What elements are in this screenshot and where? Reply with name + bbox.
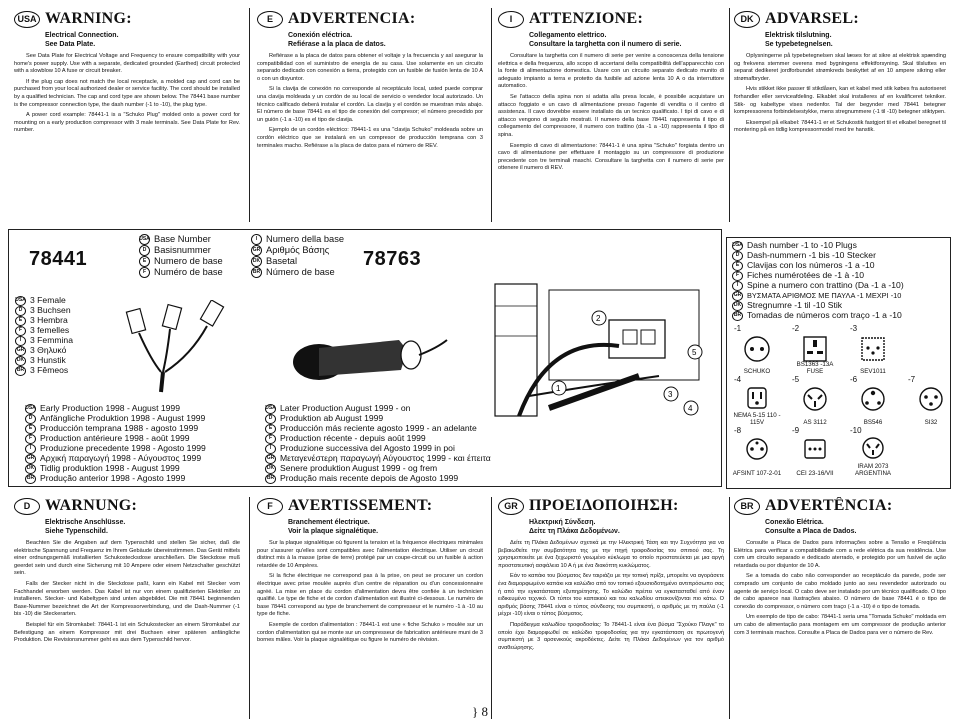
plug-label: SI32	[924, 419, 938, 426]
list-text: 3 Hunstik	[30, 355, 66, 366]
legend-row	[139, 267, 223, 278]
base-number-legend-left	[139, 234, 223, 278]
plug-number: -8	[734, 426, 742, 435]
plug-icon	[856, 334, 890, 364]
paragraph: Ejemplo de un cordón eléctrico: 78441-1 es una "clavija Schuko" moldeada sobre un cordón eléctrico que se instalará en un compresor de producción temprana con 3 terminales macho. Refiérase a la placa de datos para el número de REV.	[257, 127, 483, 149]
list-text: Tomadas de números com traço -1 a -10	[747, 310, 902, 321]
language-badge: USA	[139, 234, 150, 245]
plug-number: -9	[792, 426, 800, 435]
language-badge: BR	[251, 267, 262, 278]
model-number-78763: 78763	[363, 248, 422, 270]
later-production-list	[265, 404, 491, 484]
legend-text: Numéro de base	[154, 267, 223, 277]
language-badge: D	[139, 245, 150, 256]
language-badge: DK	[251, 256, 262, 267]
paragraph: Exemple de cordon d'alimentation : 78441-1 est une « fiche Schuko » moulée sur un cordon d'alimentation qui se monte sur un compresseur de fabrication antérieure muni de 3 bornes mâles. Voir la plaque signalétique ou figure le numéro de révision.	[257, 621, 483, 644]
section-subtitle: Collegamento elettrico.	[529, 32, 607, 39]
section-body	[14, 540, 240, 645]
page-number: } 8	[472, 704, 488, 719]
section-subtitle: Elektrische Anschlüsse.	[45, 519, 126, 526]
paragraph: Se l'attacco della spina non si adatta alla presa locale, è possibile acquistare un attacco foggiato e un cavo di alimentazione presso l'agente di vendita o il centro di assistenza. Il cavo dovrebbe essere installato da un tecnico qualificato. I tipi di cavo e di attacco vengono di seguito mostrati. Il numero della base 78441 rappresenta il tipo di collegamento del compressore, il numero con trattino (da -1 a -10) rappresenta il tipo di spina.	[498, 93, 724, 138]
plug-icon	[740, 436, 774, 462]
list-text: ΒΥΣΜΑΤΑ ΑΡΙΘΜΟΣ ΜΕ ΠΑΥΛΑ -1 ΜΕΧΡΙ -10	[747, 291, 902, 301]
list-text: Later Production August 1999 - on	[280, 403, 411, 414]
column-divider	[491, 497, 492, 719]
plug-icon	[798, 436, 832, 462]
list-item	[25, 474, 206, 484]
paragraph: Esempio di cavo di alimentazione: 78441-1 è una spina "Schuko" forgiata dentro un cavo di alimentazione per effettuare il montaggio su un compressore di produzione precedente con tre terminali maschi. Consultare la targhetta con il numero di serie per ottenere il numero di REV.	[498, 142, 724, 172]
legend-text: Base Number	[154, 234, 211, 244]
language-badge: E	[732, 261, 743, 271]
plug-label: SCHUKO	[743, 368, 771, 375]
legend-text: Numero della base	[266, 234, 345, 244]
section-body	[498, 540, 724, 652]
section-body	[257, 53, 483, 150]
legend-row	[139, 256, 223, 267]
plug-number: -7	[908, 375, 916, 384]
language-badge: I	[265, 444, 276, 454]
section-subtitle: Siehe Typenschild.	[45, 528, 108, 535]
plug-label: BS1363 -13A FUSE	[796, 361, 834, 375]
list-text: Produktion ab August 1999	[280, 413, 384, 424]
column-divider	[249, 497, 250, 719]
diagram-callout: 3	[668, 390, 673, 399]
plug-icon	[798, 385, 832, 413]
list-text: 3 Fêmeos	[30, 365, 69, 376]
paragraph: Se a tomada do cabo não corresponder ao receptáculo da parede, pode ser comprado um conjunto de cabo moldado junto ao seu revendedor autorizado ou agente de serviço local. O cabo deve ser instalado por um técnico qualificado. O tipo de cabo aparece nas ilustrações abaixo. O número de base 78441 é o tipo de conexão do compressor, o número com traço (-1 a -10) é o tipo de tomada.	[734, 573, 946, 610]
language-badge: USA	[265, 404, 276, 414]
legend-text: Basetal	[266, 256, 298, 266]
list-text: Senere produktion August 1999 - og frem	[280, 463, 438, 474]
language-badge: D	[732, 251, 743, 261]
section-subtitle: Conexão Elétrica.	[765, 519, 824, 526]
section-subtitle: Se typebetegnelsen.	[765, 41, 833, 48]
list-text: Stregnumre -1 til -10 Stik	[747, 300, 843, 311]
legend-row	[251, 234, 344, 245]
plug-number: -6	[850, 375, 858, 384]
warning-section-br	[734, 497, 946, 719]
section-subtitle: Elektrisk tilslutning.	[765, 32, 832, 39]
diagram-callout: 4	[688, 404, 693, 413]
column-divider	[249, 8, 250, 222]
language-badge: BR	[732, 311, 743, 321]
list-text: 3 Hembra	[30, 315, 68, 326]
section-subtitle: Δείτε τη Πλάκα Δεδομένων.	[529, 528, 620, 535]
list-text: Spine a numero con trattino (Da -1 a -10)	[747, 280, 904, 291]
plug-empty	[904, 324, 958, 375]
plug-schuko	[730, 324, 784, 375]
list-text: Produzione successiva del Agosto 1999 in poi	[280, 443, 455, 454]
female-connector-illustration	[121, 300, 241, 395]
language-badge: GR	[251, 245, 262, 256]
list-text: Αρχική παραγωγή 1998 - Αύγουστος 1999	[40, 453, 202, 464]
language-badge: D	[15, 306, 26, 316]
section-title: AVERTISSEMENT:	[288, 497, 433, 514]
language-badge: DK	[15, 356, 26, 366]
language-badge: F	[265, 434, 276, 444]
language-badge: GR	[498, 498, 524, 515]
list-text: Producción temprana 1988 - agosto 1999	[40, 423, 199, 434]
plug-bs1363	[788, 324, 842, 375]
language-badge: F	[15, 326, 26, 336]
plug-as3112	[788, 375, 842, 426]
language-badge: D	[25, 414, 36, 424]
list-text: Produção mais recente depois de Agosto 1999	[280, 473, 459, 484]
language-badge: GR	[15, 346, 26, 356]
language-badge: DK	[732, 301, 743, 311]
paragraph: See Data Plate for Electrical Voltage and Frequency to ensure compatibility with your home's power supply. Use with a separate, dedicated grounded (Earthed) circuit protected with a slowblow 10 A fuse or circuit breaker.	[14, 53, 240, 75]
plug-nema-5-15	[730, 375, 784, 426]
list-text: 3 Female	[30, 295, 66, 306]
language-badge: E	[15, 316, 26, 326]
section-subtitle: Consultare la targhetta con il numero di serie.	[529, 41, 682, 48]
plug-iram-2073	[846, 426, 900, 477]
paragraph: Εάν το καπάκι του βύσματος δεν ταιριάζει με την τοπική πρίζα, μπορείτε να αγοράσετε ένα διαμορφωμένο καπάκι και καλώδιο από τον τοπικό εξουσιοδοτημένο αντιπρόσωπο σας ή από την εγκατάσταση εξυπηρέτησης. Το καλώδιο πρέπει να εγκατασταθεί από έναν ειδικευμένο τεχνικό. Οι τύποι του καπακιού και του καλωδίου απεικονίζονται πιο κάτω. Ο αριθμός βάσης 78441 είναι ο τύπος σύνδεσης του συμπιεστή, ο αριθμός με τη παύλα (-1 μέχρι -10) είναι ο τύπος βύσματος.	[498, 573, 724, 618]
list-text: 3 femelles	[30, 325, 70, 336]
list-text: Μεταγενέστερη παραγωγή Αύγουστος 1999 - και έπειτα	[280, 453, 491, 464]
plug-empty	[904, 426, 958, 477]
list-text: Tidlig produktion 1998 - August 1999	[40, 463, 180, 474]
column-divider	[729, 8, 730, 222]
plug-icon	[798, 334, 832, 364]
section-subtitle: Branchement électrique.	[288, 519, 370, 526]
legend-row	[251, 245, 344, 256]
language-badge: I	[251, 234, 262, 245]
plug-bs546	[846, 375, 900, 426]
plug-icon	[740, 334, 774, 364]
language-badge: USA	[14, 11, 40, 28]
plug-grid	[730, 324, 958, 477]
plug-label: SEV1011	[860, 368, 886, 375]
list-text: Clavijas con los números -1 a -10	[747, 260, 875, 271]
paragraph: Um exemplo de tipo de cabo: 78441-1 seria uma "Tomada Schuko" moldada em um cabo de alimentação para montagem em um compressor de produção anterior com 3 terminais machos. Consulte a Placa de Dados para ver o número de Rev.	[734, 614, 946, 636]
legend-row	[251, 267, 344, 278]
section-body	[498, 53, 724, 173]
language-badge: D	[14, 498, 40, 515]
language-badge: I	[498, 11, 524, 28]
paragraph: Consulte a Placa de Dados para informações sobre a Tensão e Freqüência Elétrica para verificar a compatibilidade com a rede elétrica da sua residência. Use com um circuito separado e dedicado aterrado, e protegido por um fusível de ação retardada ou por disjuntor de 10 A.	[734, 540, 946, 569]
language-badge: USA	[732, 241, 743, 251]
warning-section-dk	[734, 10, 946, 222]
language-badge: D	[265, 414, 276, 424]
plug-label: AS 3112	[803, 419, 827, 426]
language-badge: BR	[25, 474, 36, 484]
plug-cei-23-16	[788, 426, 842, 477]
plug-label: BS546	[863, 419, 883, 426]
section-body	[734, 53, 946, 135]
paragraph: Si la fiche électrique ne correspond pas à la prise, on peut se procurer un cordon électrique avec prise moulée auprès d'un centre de réparation ou d'un concessionnaire agréé. La mise en place du cordon d'alimentation devra être confiée à un technicien qualifié. Le type de fiche et de cordon d'alimentation est illustré ci-dessous. Le numéro de base 78441 correspond au type de branchement de compresseur et le numéro -1 à -10 au type de fiche.	[257, 573, 483, 618]
paragraph: Falls der Stecker nicht in die Steckdose paßt, kann ein Kabel mit Stecker vom Fachhandel erworben werden. Das Kabel ist nur von einem qualifizierten Elektriker zu installieren. Stecker- und Kabeltypen sind unten abgebildet. Die mit 78441 beginnenden Base-Nummer bezeichnet die Art der Kompressorverbindung, und die Dash-Nummer (-1 bis -10) die Steckerarten.	[14, 580, 240, 618]
section-subtitle: Refiérase a la placa de datos.	[288, 41, 386, 48]
diagram-callout: 1	[556, 384, 561, 393]
legend-text: Número de base	[266, 267, 335, 277]
list-text: Dash number -1 to -10 Plugs	[747, 240, 857, 251]
list-text: 3 Θηλυκό	[30, 345, 67, 356]
dash-number-list	[732, 241, 904, 321]
section-title: ATTENZIONE:	[529, 10, 644, 27]
list-text: 3 Buchsen	[30, 305, 71, 316]
legend-row	[139, 245, 223, 256]
plug-icon	[856, 385, 890, 413]
legend-row	[251, 256, 344, 267]
language-badge: USA	[25, 404, 36, 414]
list-item	[15, 366, 73, 376]
section-subtitle: Voir la plaque signalétique.	[288, 528, 379, 535]
language-badge: F	[732, 271, 743, 281]
paragraph: Eksempel på elkabel: 78441-1 er et Schukostik fastgjort til et elkabel beregnet til montering på en tidlig kompressormodel med tre hanstik.	[734, 119, 946, 134]
plug-label: CEI 23-16/VII	[796, 470, 834, 477]
list-text: Dash-nummern -1 bis -10 Stecker	[747, 250, 876, 261]
list-text: Anfängliche Produktion 1998 - August 1999	[40, 413, 206, 424]
language-badge: DK	[25, 464, 36, 474]
list-text: Production récente - depuis août 1999	[280, 433, 426, 444]
plug-label: IRAM 2073 ARGENTINA	[854, 463, 892, 477]
language-badge: F	[139, 267, 150, 278]
plug-types-panel	[726, 237, 951, 489]
list-text: Production antérieure 1998 - août 1999	[40, 433, 190, 444]
language-badge: F	[257, 498, 283, 515]
language-badge: USA	[15, 296, 26, 306]
plug-sev1011	[846, 324, 900, 375]
language-badge: I	[732, 281, 743, 291]
diagram-callout: 2	[596, 314, 601, 323]
early-production-list	[25, 404, 206, 484]
legend-text: Numero de base	[154, 256, 223, 266]
plug-icon	[914, 385, 948, 413]
section-title: WARNUNG:	[45, 497, 138, 514]
section-subtitle: Electrical Connection.	[45, 32, 119, 39]
warning-section-es	[257, 10, 483, 222]
legend-text: Αριθμός Βάσης	[266, 245, 330, 255]
paragraph: Si la clavija de conexión no corresponde al receptáculo local, usted puede comprar una clavija moldeada y un cordón de su local de servicio o vendedor local autorizado. Un técnico calificado deberá instalar el cordón. La clavija y el cordón se muestran más abajo. El número de base 78441 es el tipo de conexión del compresor; el número precedido por un guión (-1 a -10) es el tipo de clavija.	[257, 86, 483, 123]
warning-section-it	[498, 10, 724, 222]
column-divider	[491, 8, 492, 222]
section-title: ADVERTÊNCIA:	[765, 497, 893, 514]
base-number-legend-mid	[251, 234, 344, 278]
language-badge: BR	[734, 498, 760, 515]
plug-label: NEMA 5-15 110 - 115V	[733, 412, 781, 426]
section-body	[14, 53, 240, 135]
paragraph: Beispiel für ein Stromkabel: 78441-1 ist ein Schukostecker an einem Stromkabel zur Befestigung an einem Kompressor mit drei Buchsen einer späteren anfängliche Produktion. Die Revisionsnummer geht es aus dem Typenschild hervor.	[14, 621, 240, 644]
language-badge: GR	[732, 291, 743, 301]
model-number-78441: 78441	[29, 248, 88, 270]
legend-text: Basisnummer	[154, 245, 211, 255]
list-text: Producción más reciente agosto 1999 - an adelante	[280, 423, 477, 434]
language-badge: E	[257, 11, 283, 28]
plug-afsint	[730, 426, 784, 477]
list-text: Produzione precedente 1998 - Agosto 1999	[40, 443, 206, 454]
list-text: 3 Femmina	[30, 335, 73, 346]
section-title: WARNING:	[45, 10, 132, 27]
list-item	[732, 281, 904, 291]
female-terminal-list	[15, 296, 73, 376]
language-badge: E	[139, 256, 150, 267]
plug-number: -4	[734, 375, 742, 384]
plug-si32	[904, 375, 958, 426]
language-badge: E	[265, 424, 276, 434]
section-title: ADVARSEL:	[765, 10, 859, 27]
plug-label: AFSINT 107-2-01	[732, 470, 782, 477]
language-badge: F	[25, 434, 36, 444]
language-badge: DK	[734, 11, 760, 28]
plug-icon	[856, 436, 890, 460]
paragraph: Consultare la targhetta con il numero di serie per venire a conoscenza della tensione elettrica e della frequenza, allo scopo di accertarsi della compatibilità dell'apparecchio con la fonte di alimentazione domestica. Usare con un circuito separato dedicato munito di adeguato impianto a terra e protetto da fusibile ad azione lenta 10 A o da interruttore automatico.	[498, 53, 724, 90]
section-subtitle: Consulte a Placa de Dados.	[765, 528, 857, 535]
warning-section-usa	[14, 10, 240, 222]
legend-row	[139, 234, 223, 245]
section-subtitle: See Data Plate.	[45, 41, 96, 48]
language-badge: GR	[265, 454, 276, 464]
warning-section-de	[14, 497, 240, 719]
plug-number: -10	[850, 426, 862, 435]
language-badge: BR	[15, 366, 26, 376]
language-badge: I	[15, 336, 26, 346]
paragraph: Beachten Sie die Angaben auf dem Typenschild und stellen Sie sicher, daß die elektrische Spannung und Frequenz im Ihrem Gebäude übereinstimmen. Das Gerät mittels einer ordnungsgemäß installierten Schukostecksdose anschließen. Die Steckdose muß geerdet sein und durch eine Sicherung mit 10 Ampere oder einem Netzschalter geschützt sein.	[14, 540, 240, 577]
language-badge: I	[25, 444, 36, 454]
section-body	[734, 540, 946, 637]
plug-number: -2	[792, 324, 800, 333]
language-badge: DK	[265, 464, 276, 474]
list-item	[732, 311, 904, 321]
warning-section-gr	[498, 497, 724, 705]
diagram-callout: 5	[692, 348, 697, 357]
part-number-panel	[8, 229, 722, 487]
language-badge: E	[25, 424, 36, 434]
plug-number: -5	[792, 375, 800, 384]
list-text: Early Production 1998 - August 1999	[40, 403, 180, 414]
plug-icon	[740, 385, 774, 413]
section-title: ΠΡΟΕΙΔΟΠΟΙΗΣΗ:	[529, 497, 679, 514]
column-divider	[729, 497, 730, 719]
list-text: Fiches numérotées de -1 à -10	[747, 270, 865, 281]
language-badge: GR	[25, 454, 36, 464]
paragraph: Sur la plaque signalétique où figurent la tension et la fréquence électriques minimales pour s'assurer qu'elles sont compatibles avec l'alimentation électrique. Utiliser un circuit distinct mis à la masse (prise de terre) protégé par un coupe-circuit ou un fusible à action retardée de 10 Ampères.	[257, 540, 483, 569]
section-subtitle: Ηλεκτρική Σύνδεση.	[529, 519, 596, 526]
section-subtitle: Conexión eléctrica.	[288, 32, 353, 39]
section-title: ADVERTENCIA:	[288, 10, 416, 27]
section-body	[257, 540, 483, 645]
paragraph: Oplysningerne på typebetegnelsen skal læses for at sikre at elektrisk spænding og frekvens stemmer overens med bygningens effektforsyning. Skal tilsluttes en separat dedikeret jordforbundet strømkreds beskyttet af en 10 ampere sikring eller strømafbryder.	[734, 53, 946, 82]
installation-diagram	[489, 276, 717, 426]
paragraph: Δείτε τη Πλάκα Δεδομένων σχετικά με την Ηλεκτρική Τάση και την Συχνότητα για να βεβαιωθείτε την συμβατότητα της με την πηγή τροφοδοσίας του σπιτιού σας. Τη χρησιμοποιείτε με ένα ξεχωριστό γειωμένο κύκλωμα το οποίο προστατεύεται με μια αργή προστατευτική ασφάλεια 10 Α ή με ένα διακόπτη κυκλώματος.	[498, 540, 724, 569]
warning-section-fr	[257, 497, 483, 719]
language-badge: BR	[265, 474, 276, 484]
list-text: Produção anterior 1998 - Agosto 1999	[40, 473, 186, 484]
plug-number: -3	[850, 324, 858, 333]
list-item	[265, 474, 491, 484]
paragraph: A power cord example: 78441-1 is a "Schuko Plug" molded onto a power cord for mounting on a early production compressor with 3 male terminals. See Data Plate for Rev. number.	[14, 112, 240, 134]
paragraph: Refiérase a la placa de datos para obtener el voltaje y la frecuencia y así asegurar la compatibilidad con el suministro de energía de su casa. Use solamente en un circuito separado dedicado con conexión a tierra, protegido con un fusible de fusión lenta de 10 A o con un disyuntor.	[257, 53, 483, 82]
paragraph: Hvis stikket ikke passer til stikdåsen, kan et kabel med stik købes fra autoriseret forhandler eller serviceafdeling. Elkablet skal installeres af en kvalificeret tekniker. Stik- og kabeltype vises nedenfor. Tal der begynder med 78441 betegner kompressorens forbindelsestykke, mens stregnummere (-1 til -10) betegner stiktypen.	[734, 86, 946, 116]
plug-number: -1	[734, 324, 742, 333]
paragraph: If the plug cap does not match the local receptacle, a molded cap and cord can be purchased from your local authorized dealer or service facility. The cord should be installed by a qualified technician. The cap and cord type are shown below. The 78441 base number is the compressor connection type, the dash number (-1 to -10), the plug type.	[14, 78, 240, 108]
compressor-connector-illustration	[289, 310, 449, 388]
paragraph: Παράδειγμα καλωδίου τροφοδοσίας: Το 78441-1 είναι ένα βύσμα "Σχούκο Πλαγκ" το οποίο έχει διαμορφωθεί σε καλώδιο τροφοδοσίας για την εγκατάσταση σε πρωτογενή συμπιεστή με 3 αρσενικούς ακροδέκτες. Δείτε τη Πλάκα Δεδομένων για τον αριθμό αναθεώρησης.	[498, 621, 724, 651]
